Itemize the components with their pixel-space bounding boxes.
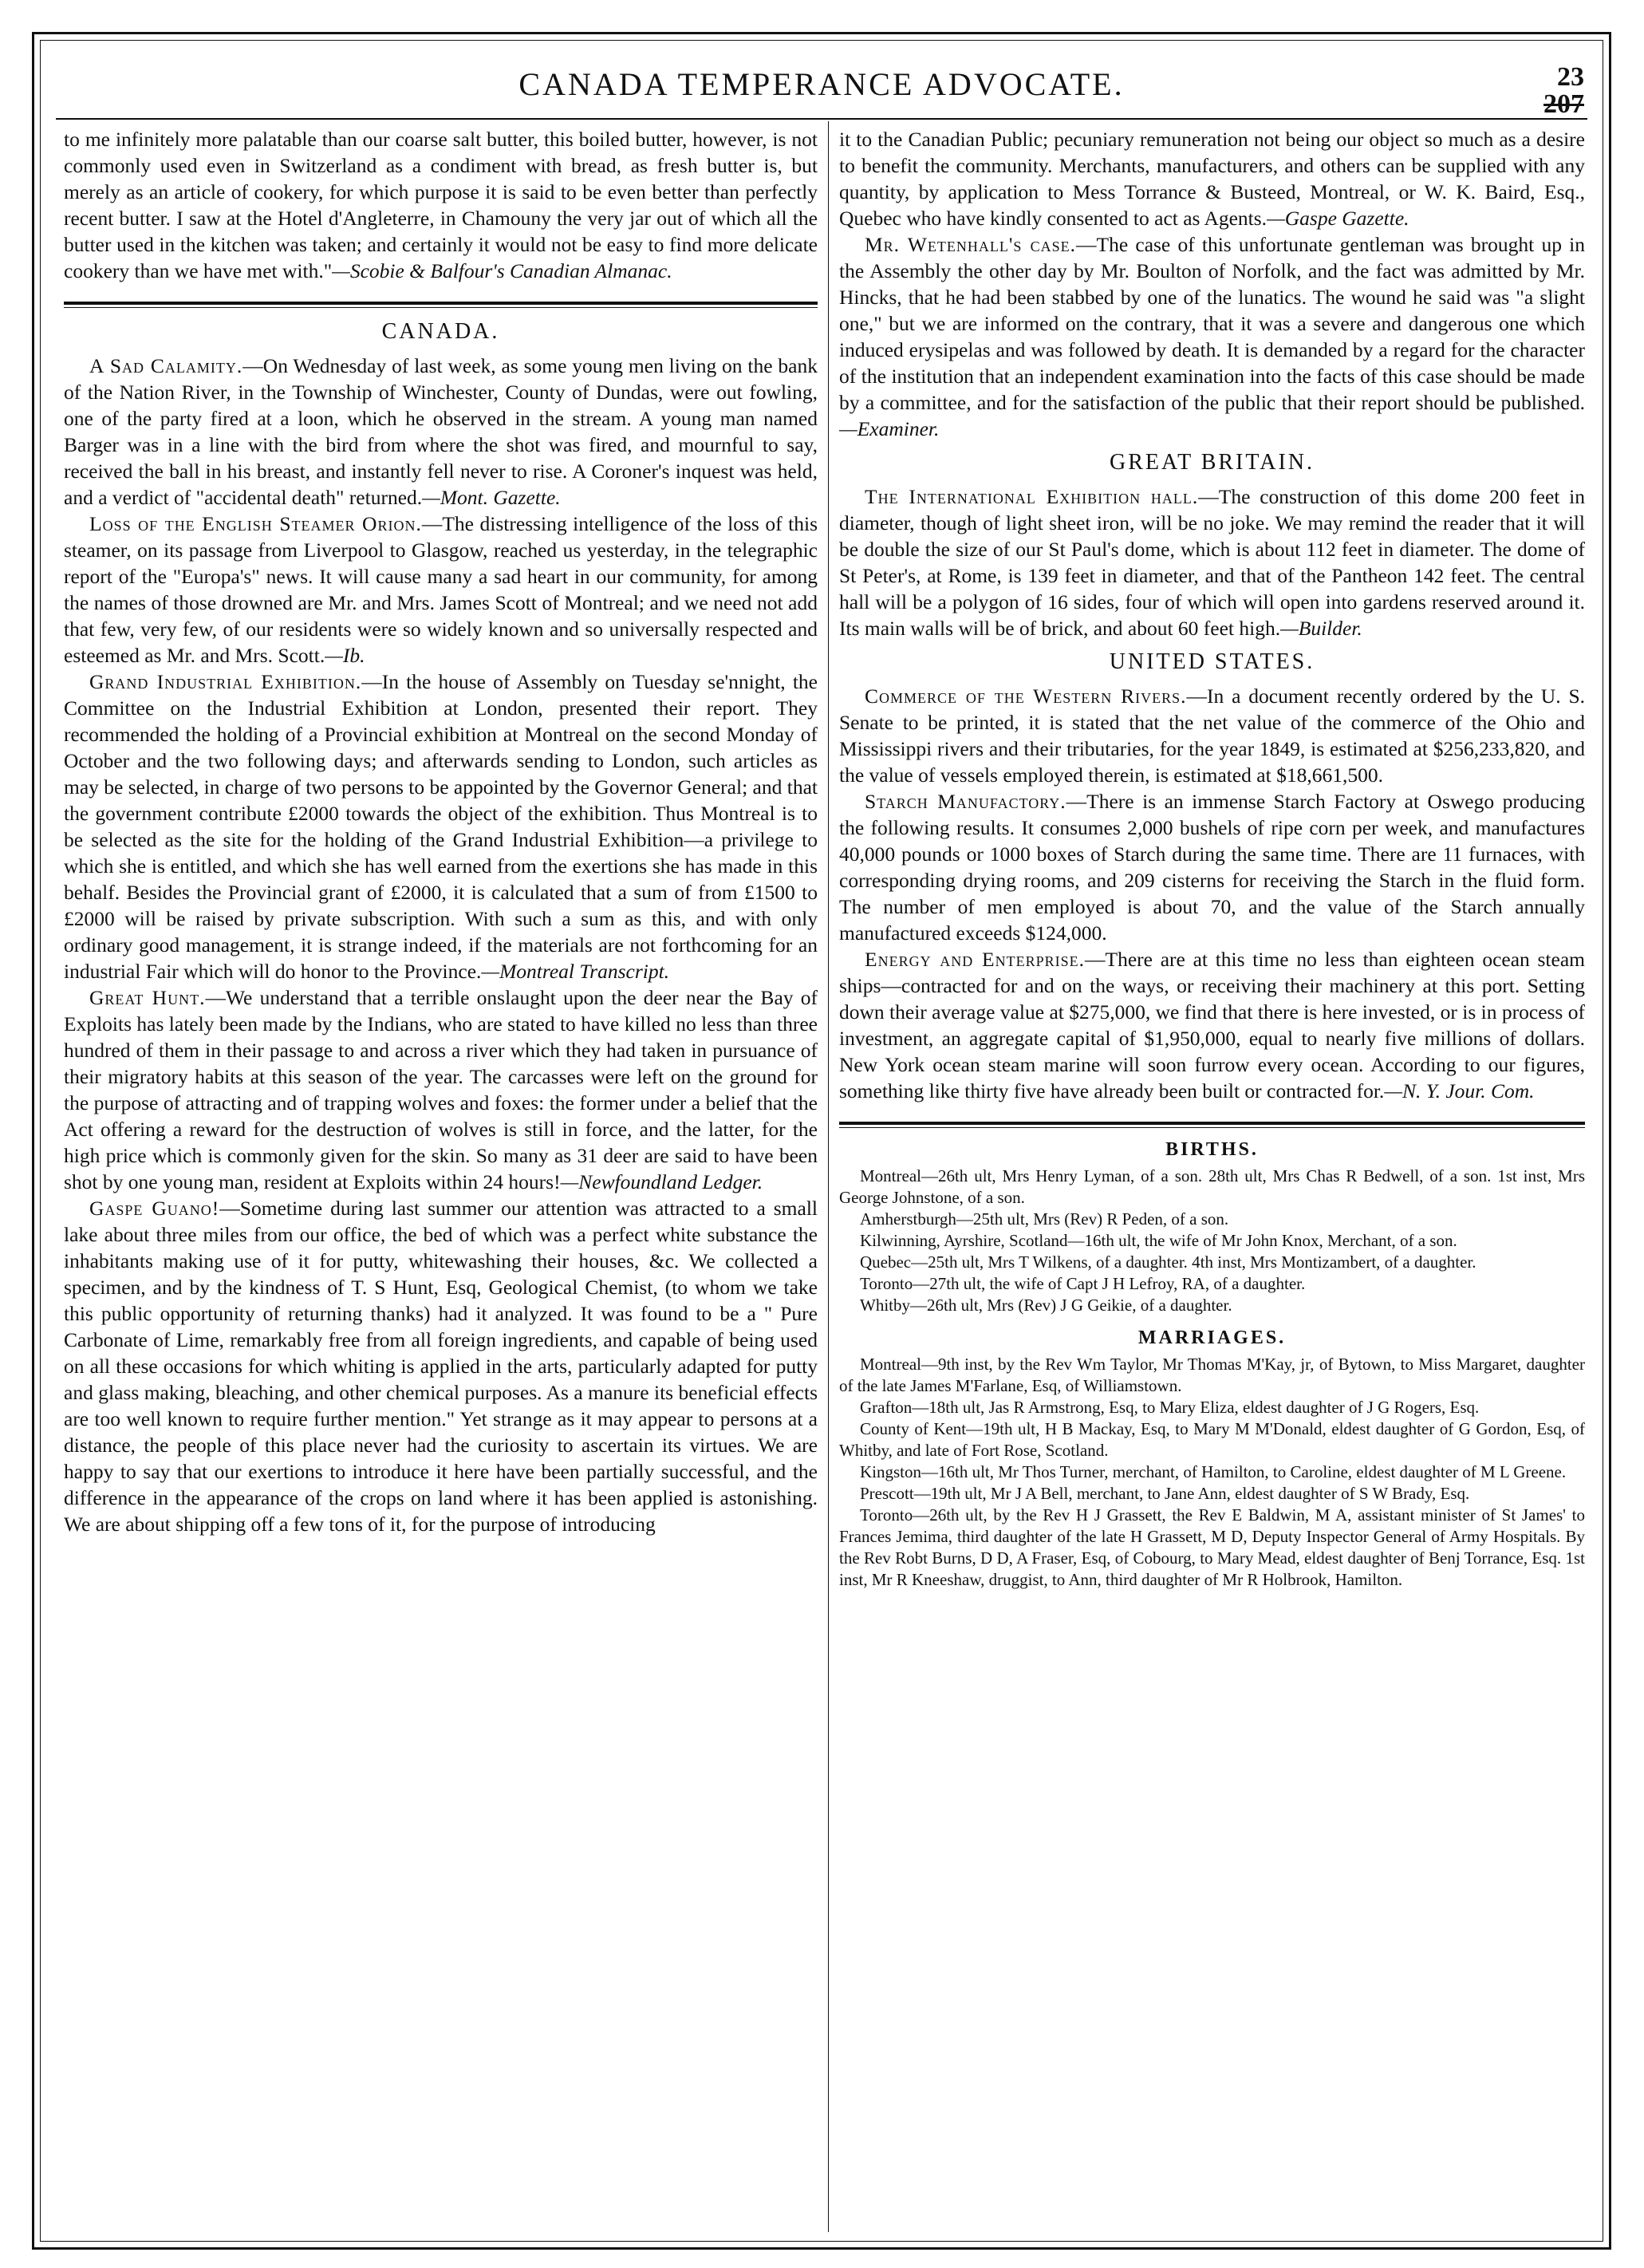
article-source: —N. Y. Jour. Com. [1384,1079,1535,1102]
article-source: —Ib. [325,644,365,667]
article-intro: to me infinitely more palatable than our coarse salt butter, this boiled butter, however, is not commonly used even in Switzerland as a condiment with bread, as fresh butter is, but merely as an article of cookery, for which purpose it is said to be even better than perfectly recent butter. I saw at the Hotel d'Angleterre, in Chamouny the very jar out of which all the butter used in the kitchen was taken; and certainly it would not be easy to find more delicate cookery than we have met with."—Scobie & Balfour's Canadian Almanac. [64,128,818,282]
page-number [1543,64,1584,118]
article-kicker: Energy and Enterprise. [865,948,1086,971]
section-title-marriages: MARRIAGES. [1137,1327,1287,1348]
article-kicker: Commerce of the Western Rivers. [865,684,1187,708]
birth-notice: Kilwinning, Ayrshire, Scotland—16th ult, the wife of Mr John Knox, Merchant, of a son. [860,1231,1457,1250]
marriage-notice: County of Kent—19th ult, H B Mackay, Esq, to Mary M M'Donald, eldest daughter of G Gordon, Esq, of Whitby, and late of Fort Rose, Scotland. [839,1419,1585,1460]
header-rule [56,118,1587,120]
newspaper-title: CANADA TEMPERANCE ADVOCATE. [518,66,1125,102]
article-source: —Examiner. [839,417,940,440]
birth-notice: Montreal—26th ult, Mrs Henry Lyman, of a son. 28th ult, Mrs Chas R Bedwell, of a son. 1st inst, Mrs George Johnstone, of a son. [839,1166,1585,1207]
article-kicker: The International Exhibition hall. [865,485,1199,508]
article-sad-calamity: A Sad Calamity.—On Wednesday of last week, as some young men living on the bank of the Nation River, in the Township of Winchester, County of Dundas, were out fowling, one of the party fired at a loon, which he observed in the stream. A young man named Barger was in a line with the bird from where the shot was fired, and mournful to say, received the ball in his breast, and instantly fell never to rise. A Coroner's inquest was held, and a verdict of "accidental death" returned.—Mont. Gazette. [64,354,818,509]
article-great-hunt: Great Hunt.—We understand that a terrible onslaught upon the deer near the Bay of Exploits has lately been made by the Indians, who are stated to have killed no less than three hundred of them in their passage to and across a river which they had taken in pursuance of their migratory habits at this season of the year. The carcasses were left on the ground for the purpose of attracting and of trapping wolves and foxes: the former under a belief that the Act offering a reward for the destruction of wolves is still in force, and the latter, for the high price which is commonly given for the skin. So many as 31 deer are said to have been shot by one young man, resident at Exploits within 24 hours!—Newfoundland Ledger. [64,986,818,1193]
article-gaspe-continuation: it to the Canadian Public; pecuniary remuneration not being our object so much as a desire to benefit the community. Merchants, manufacturers, and others can be supplied with any quantity, by application to Mess Torrance & Busteed, Montreal, or W. K. Baird, Esq., Quebec who have kindly consented to act as Agents.—Gaspe Gazette. [839,128,1585,230]
running-head [56,62,1587,119]
article-wetenhall-case: Mr. Wetenhall's case.—The case of this unfortunate gentleman was brought up in the Assembly the other day by Mr. Boulton of Norfolk, and the fact was admitted by Mr. Hincks, that he had been stabbed by one of the lunatics. The wound he said was "a slight one," but we are informed on the contrary, that it was a severe and dangerous one which induced erysipelas and was followed by death. It is demanded by a regard for the character of the institution that an independent examination into the facts of this case should be made by a committee, and for the satisfaction of the public that their report should be published.—Examiner. [839,233,1585,440]
article-loss-of-orion: Loss of the English Steamer Orion.—The distressing intelligence of the loss of this steamer, on its passage from Liverpool to Glasgow, reached us yesterday, in the telegraphic report of the "Europa's" news. It will cause many a sad heart in our community, for among the names of those drowned are Mr. and Mrs. James Scott of Montreal; and we need not add that few, very few, of our residents were so widely known and so universally respected and esteemed as Mr. and Mrs. Scott.—Ib. [64,512,818,667]
article-source: —Gaspe Gazette. [1267,207,1409,230]
section-title-united-states: UNITED STATES. [1109,649,1315,674]
article-source: —Mont. Gazette. [422,486,561,509]
article-gaspe-guano: Gaspe Guano!—Sometime during last summer our attention was attracted to a small lake about three miles from our office, the bed of which was a perfect white substance the inhabitants making use of it for putty, whitewashing their houses, &c. We collected a specimen, and by the kindness of T. S Hunt, Esq, Geological Chemist, (to whom we take this public opportunity of returning thanks) had it analyzed. It was found to be a " Pure Carbonate of Lime, remarkably free from all foreign ingredients, and capable of being used on all these occasions for which whiting is applied in the arts, particularly adapted for putty and glass making, bleaching, and other chemical purposes. As a manure its beneficial effects are too well known to require further mention." Yet strange as it may appear to persons at a distance, the people of this place never had the curiosity to ascertain its virtues. We are happy to say that our exertions to introduce it here have been partially successful, and the difference in the appearance of the crops on land where it has been applied is astonishing. We are about shipping off a few tons of it, for the purpose of introducing [64,1197,818,1536]
article-kicker: Loss of the English Steamer Orion. [89,512,422,535]
marriage-notice: Kingston—16th ult, Mr Thos Turner, merchant, of Hamilton, to Caroline, eldest daughter of M L Greene. [860,1462,1567,1481]
article-kicker: A Sad Calamity. [89,354,243,377]
section-rule [64,302,818,308]
article-starch-manufactory: Starch Manufactory.—There is an immense Starch Factory at Oswego producing the following results. It consumes 2,000 bushels of ripe corn per week, and manufactures 40,000 pounds or 1000 boxes of Starch during the same time. There are 11 furnaces, with corresponding drying rooms, and 209 cisterns for receiving the Starch in the fluid form. The number of men employed is about 70, and the value of the Starch annually manufactured exceeds $124,000. [839,790,1585,945]
article-kicker: Gaspe Guano! [89,1197,220,1220]
birth-notice: Quebec—25th ult, Mrs T Wilkens, of a daughter. 4th inst, Mrs Montizambert, of a daughter. [860,1252,1476,1272]
marriage-notice: Montreal—9th inst, by the Rev Wm Taylor, Mr Thomas M'Kay, jr, of Bytown, to Miss Margaret, daughter of the late James M'Farlane, Esq, of Williamstown. [839,1355,1585,1395]
article-kicker: Grand Industrial Exhibition. [89,670,362,693]
article-source: —Newfoundland Ledger. [560,1170,763,1193]
article-kicker: Great Hunt. [89,986,206,1009]
newspaper-page [32,32,1611,2250]
article-energy-enterprise: Energy and Enterprise.—There are at this time no less than eighteen ocean steam ships—contracted for and on the ways, or receiving their machinery at this port. Setting down their average value at $275,000, we find that there is here invested, or is in process of investment, an aggregate capital of $1,950,000, equal to nearly five millions of dollars. New York ocean steam marine will soon furrow every ocean. According to our figures, something like thirty five have already been built or contracted for.—N. Y. Jour. Com. [839,948,1585,1102]
article-western-rivers: Commerce of the Western Rivers.—In a document recently ordered by the U. S. Senate to be printed, it is stated that the net value of the commerce of the Ohio and Mississippi rivers and their tributaries, for the year 1849, is estimated at $256,233,820, and the value of vessels employed therein, is estimated at $18,661,500. [839,684,1585,787]
article-source: —Builder. [1280,617,1362,640]
article-source: —Scobie & Balfour's Canadian Almanac. [332,259,672,282]
column-divider [828,121,829,2232]
article-kicker: Starch Manufactory. [865,790,1066,813]
marriage-notice: Prescott—19th ult, Mr J A Bell, merchant, to Jane Ann, eldest daughter of S W Brady, Esq. [860,1484,1470,1503]
marriage-notice: Toronto—26th ult, by the Rev H J Grassett, the Rev E Baldwin, M A, assistant minister of St James' to Frances Jemima, third daughter of the late H Grassett, M D, Deputy Inspector General of Army Hospitals. By the Rev Robt Burns, D D, A Fraser, Esq, of Cobourg, to Mary Mead, eldest daughter of Benj Torrance, Esq. 1st inst, Mr R Kneeshaw, druggist, to Ann, third daughter of Mr R Holbrook, Hamilton. [839,1505,1585,1589]
right-column [839,126,1585,2232]
section-rule [839,1122,1585,1128]
article-kicker: Mr. Wetenhall's case. [865,233,1077,256]
handwritten-page-number: 23 [1557,62,1584,92]
birth-notice: Whitby—26th ult, Mrs (Rev) J G Geikie, of a daughter. [860,1296,1232,1315]
article-exhibition-hall: The International Exhibition hall.—The construction of this dome 200 feet in diameter, though of light sheet iron, will be no joke. We may remind the reader that it will be double the size of our St Paul's dome, which is about 112 feet in diameter. The dome of St Peter's, at Rome, is 139 feet in diameter, and that of the Pantheon 142 feet. The central hall will be a polygon of 16 sides, four of which will open into gardens reserved around it. Its main walls will be of brick, and about 60 feet high.—Builder. [839,485,1585,640]
section-title-births: BIRTHS. [1165,1139,1259,1160]
section-title-great-britain: GREAT BRITAIN. [1109,450,1315,475]
printed-page-number: 207 [1543,89,1584,119]
article-industrial-exhibition: Grand Industrial Exhibition.—In the house of Assembly on Tuesday se'nnight, the Committee on the Industrial Exhibition at London, presented their report. They recommended the holding of a Provincial exhibition at Montreal on the second Monday of October and the two following days; and afterwards sending to London, such articles as may be selected, in charge of two persons to be appointed by the Governor General; and that the government contribute £2000 towards the object of the exhibition. Thus Montreal is to be selected as the site for the holding of the Grand Industrial Exhibition—a privilege to which she is entitled, and which she has well earned from the exertions she has made in this behalf. Besides the Provincial grant of £2000, it is calculated that a sum of from £1500 to £2000 will be raised by private subscription. With such a sum as this, and with only ordinary good management, it is strange indeed, if the materials are not forthcoming for an industrial Fair which will do honor to the Province.—Montreal Transcript. [64,670,818,983]
section-title-canada: CANADA. [381,319,500,344]
marriage-notice: Grafton—18th ult, Jas R Armstrong, Esq, to Mary Eliza, eldest daughter of J G Rogers, Esq. [860,1398,1480,1417]
birth-notice: Amherstburgh—25th ult, Mrs (Rev) R Peden, of a son. [860,1209,1229,1229]
article-source: —Montreal Transcript. [481,960,670,983]
left-column [64,126,818,2232]
birth-notice: Toronto—27th ult, the wife of Capt J H Lefroy, RA, of a daughter. [860,1274,1306,1293]
